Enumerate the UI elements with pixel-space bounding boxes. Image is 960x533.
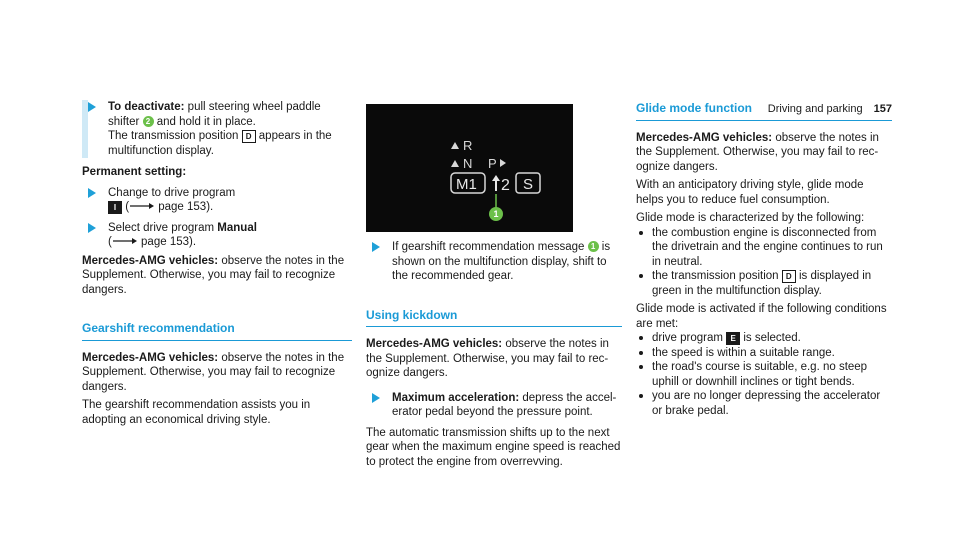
step-arrow-icon bbox=[88, 102, 96, 112]
list-item: the combustion engine is disconnected from the drivetrain and the engine continues to run in neutral. bbox=[636, 226, 892, 270]
step-arrow-icon bbox=[88, 223, 96, 233]
amg-note-4 bbox=[636, 131, 892, 175]
list-item: you are no longer depressing the accelerator or brake pedal. bbox=[636, 389, 892, 418]
select-text: Select drive program bbox=[108, 221, 218, 234]
drive-program-e-icon: E bbox=[726, 332, 740, 345]
glide-mode-title: Glide mode function bbox=[636, 101, 892, 121]
amg-label: Mercedes-AMG vehicles: bbox=[366, 338, 503, 350]
kickdown-title: Using kickdown bbox=[366, 308, 622, 328]
list-item-text-2: is selected. bbox=[740, 332, 801, 344]
gear-r: R bbox=[463, 138, 473, 153]
amg-label: Mercedes-AMG vehicles: bbox=[636, 131, 773, 144]
gear-n: N bbox=[463, 156, 473, 171]
auto-transmission-text: The automatic transmission shifts up to the next gear when the maximum engine speed is reached to protect the engine from overrevving. bbox=[366, 426, 621, 468]
column-1 bbox=[82, 0, 352, 427]
callout-2-icon: 2 bbox=[143, 116, 154, 127]
deactivate-text-3: The transmission position bbox=[108, 130, 242, 142]
deactivate-text-2: and hold it in place. bbox=[153, 115, 256, 128]
amg-note-1 bbox=[82, 254, 352, 298]
page-ref-arrow-icon bbox=[129, 201, 155, 211]
step-arrow-icon bbox=[372, 242, 380, 252]
gear-s: S bbox=[523, 176, 534, 193]
deactivate-text-4: appears in the multifunction display. bbox=[108, 130, 332, 157]
deactivate-label: To deactivate: bbox=[108, 101, 185, 113]
recommended-gear: 2 bbox=[501, 177, 510, 194]
glide-characteristics-list bbox=[636, 226, 892, 299]
list-item-text: the transmission position bbox=[652, 270, 782, 282]
step-select-program: Select drive program Manual ( page 153). bbox=[82, 221, 352, 250]
list-item-text-2: is displayed in green in the multifunction display. bbox=[652, 270, 872, 297]
shift-text: If gearshift recommendation message bbox=[392, 241, 588, 253]
page-ref-arrow-icon bbox=[112, 236, 138, 246]
callout-1-label: 1 bbox=[493, 209, 499, 219]
deactivate-text: pull steering wheel paddle shifter bbox=[108, 101, 321, 128]
max-acceleration-text: depress the accelerator pedal beyond the pressure point. bbox=[392, 391, 617, 418]
gear-p: P bbox=[488, 156, 497, 171]
max-acceleration-label: Maximum acceleration: bbox=[392, 391, 520, 404]
step-deactivate bbox=[82, 100, 352, 158]
change-text: Change to drive program bbox=[108, 186, 236, 199]
amg-text: observe the notes in the Supplement. Otherwise, you may fail to recognize dangers. bbox=[636, 131, 879, 173]
list-item: the road's course is suitable, e.g. no steep uphill or downhill inclines or tight bends. bbox=[636, 360, 892, 389]
amg-note-2 bbox=[82, 351, 352, 395]
list-item bbox=[636, 331, 892, 346]
manual-label: Manual bbox=[217, 221, 257, 234]
amg-text: observe the notes in the Supplement. Otherwise, you may fail to recognize dangers. bbox=[366, 338, 609, 379]
step-arrow-icon bbox=[88, 188, 96, 198]
gearshift-recommendation-title: Gearshift recommendation bbox=[82, 321, 352, 341]
page-number: 157 bbox=[873, 103, 892, 115]
callout-1-icon: 1 bbox=[588, 241, 599, 252]
drive-program-i-icon: I bbox=[108, 201, 122, 214]
list-item: the speed is within a suitable range. bbox=[636, 346, 892, 361]
list-item bbox=[636, 269, 892, 298]
glide-conditions-list bbox=[636, 331, 892, 418]
amg-text: observe the notes in the Supplement. Otherwise, you may fail to recognize dangers. bbox=[82, 351, 345, 393]
list-item-text: drive program bbox=[652, 332, 727, 344]
shift-text-2: is shown on the multifunction display, shift to the recommended gear. bbox=[392, 241, 611, 282]
anticipatory-text: With an anticipatory driving style, glide mode helps you to reduce fuel consumption. bbox=[636, 179, 864, 206]
column-3 bbox=[636, 0, 892, 418]
gearshift-assist-text: The gearshift recommendation assists you in adopting an economical driving style. bbox=[82, 399, 311, 426]
page-ref-153[interactable]: page 153). bbox=[155, 201, 214, 213]
gear-d-icon: D bbox=[782, 270, 796, 283]
gear-d-icon: D bbox=[242, 130, 256, 143]
step-change-program: Change to drive program I ( page 153). bbox=[82, 186, 352, 215]
amg-label: Mercedes-AMG vehicles: bbox=[82, 351, 219, 364]
column-2 bbox=[366, 0, 622, 469]
gear-m1: M1 bbox=[456, 176, 477, 193]
amg-text: observe the notes in the Supplement. Otherwise, you may fail to recognize dangers. bbox=[82, 254, 345, 296]
page-ref-153[interactable]: page 153). bbox=[137, 236, 197, 248]
section-name: Driving and parking bbox=[767, 103, 863, 115]
amg-note-3 bbox=[366, 337, 622, 381]
permanent-setting-heading: Permanent setting: bbox=[82, 166, 187, 178]
activated-text: Glide mode is activated if the following conditions are met: bbox=[636, 303, 887, 330]
step-max-acceleration bbox=[366, 391, 622, 420]
step-arrow-icon bbox=[372, 393, 380, 403]
characterized-text: Glide mode is characterized by the following: bbox=[636, 212, 865, 224]
step-shift-gear bbox=[366, 240, 622, 284]
amg-label: Mercedes-AMG vehicles: bbox=[82, 254, 219, 267]
